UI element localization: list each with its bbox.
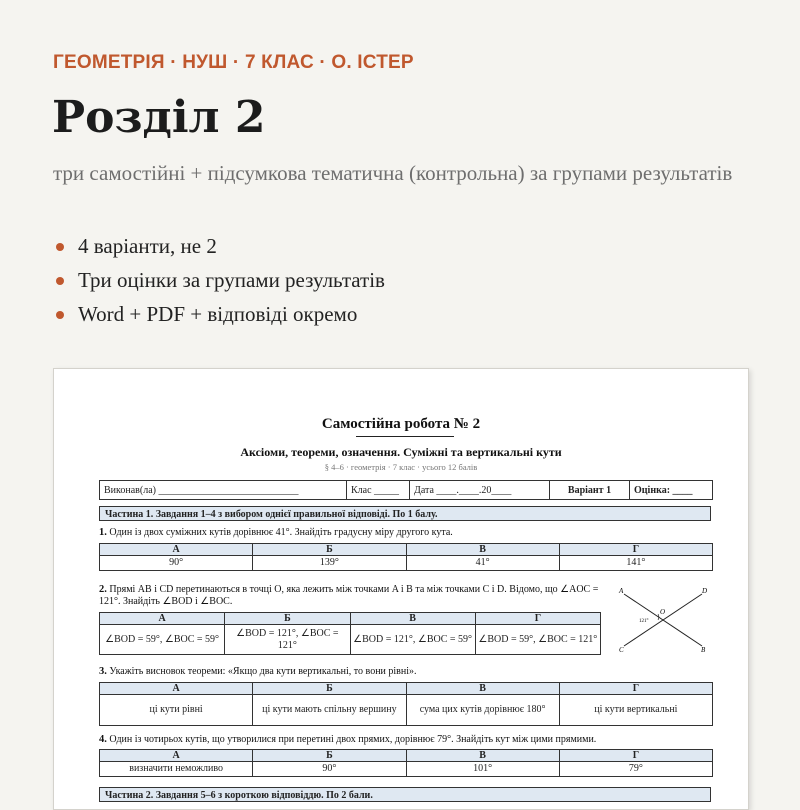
- answer-option: ∠BOD = 121°, ∠BOC = 59°: [350, 625, 475, 655]
- question-text: Один із двох суміжних кутів дорівнює 41°. Знайдіть градусну міру другого кута.: [109, 527, 453, 538]
- question-text: Один із чотирьох кутів, що утворилися при перетині двох прямих, дорівнює 79°. Знайдіть кут між цими прямими.: [109, 734, 597, 745]
- answer-option: 101°: [406, 762, 559, 777]
- question-number: 2.: [99, 584, 107, 595]
- question-text: Прямі AB і CD перетинаються в точці O, яка лежить між точками A і B та між точками C і D. Відомо, що ∠AOC = 121°. Знайдіть ∠BOD і ∠BOC.: [99, 584, 599, 607]
- answer-option: ∠BOD = 121°, ∠BOC = 121°: [225, 625, 350, 655]
- answer-option: 90°: [253, 762, 406, 777]
- option-letter: А: [100, 544, 253, 556]
- point-o-label: O: [660, 608, 666, 616]
- answer-option: 90°: [100, 556, 253, 571]
- question-4: [99, 734, 711, 746]
- answer-option: ∠BOD = 59°, ∠BOC = 59°: [100, 625, 225, 655]
- class-field: Клас _____: [347, 481, 410, 499]
- option-letter: В: [406, 683, 559, 695]
- name-field: Виконав(ла) ____________________________: [100, 481, 347, 499]
- option-letter: В: [406, 750, 559, 762]
- date-field: Дата ____.____.20____: [410, 481, 550, 499]
- answer-option: 139°: [253, 556, 406, 571]
- feature-text: 4 варіанти, не 2: [78, 234, 217, 258]
- slide-title: Розділ 2: [52, 92, 266, 143]
- q1-answer-table: [99, 543, 713, 571]
- q3-answer-table: [99, 682, 713, 726]
- feature-list: [53, 232, 385, 334]
- option-letter: Г: [475, 613, 600, 625]
- bullet-dot-icon: [56, 277, 64, 285]
- answer-option: ці кути мають спільну вершину: [253, 695, 406, 726]
- option-letter: Б: [253, 750, 406, 762]
- q4-answer-table: [99, 749, 713, 777]
- worksheet-subtitle: Аксіоми, теореми, означення. Суміжні та вертикальні кути: [240, 445, 562, 459]
- option-letter: А: [100, 613, 225, 625]
- point-c-label: C: [619, 646, 624, 654]
- answer-option: 79°: [559, 762, 712, 777]
- answer-option: 141°: [559, 556, 712, 571]
- title-underline: [356, 436, 454, 437]
- feature-item: [53, 266, 385, 300]
- question-3: [99, 666, 711, 678]
- option-letter: В: [350, 613, 475, 625]
- answer-option: визначити неможливо: [100, 762, 253, 777]
- grade-field: Оцінка: ____: [634, 484, 693, 496]
- option-letter: В: [406, 544, 559, 556]
- option-letter: Г: [559, 683, 712, 695]
- answer-option: ∠BOD = 59°, ∠BOC = 121°: [475, 625, 600, 655]
- answer-option: ці кути рівні: [100, 695, 253, 726]
- question-text: Укажіть висновок теореми: «Якщо два кути вертикальні, то вони рівні».: [109, 666, 417, 677]
- question-1: [99, 527, 711, 539]
- q2-answer-table: [99, 612, 601, 655]
- answer-option: 41°: [406, 556, 559, 571]
- point-a-label: A: [619, 587, 624, 595]
- feature-text: Word + PDF + відповіді окремо: [78, 302, 358, 326]
- feature-item: [53, 232, 385, 266]
- worksheet-preview: [53, 368, 749, 810]
- bullet-dot-icon: [56, 243, 64, 251]
- option-letter: Б: [253, 683, 406, 695]
- feature-text: Три оцінки за групами результатів: [78, 268, 385, 292]
- option-letter: Г: [559, 750, 712, 762]
- question-number: 4.: [99, 734, 107, 745]
- worksheet-title: Самостійна робота № 2: [321, 416, 481, 432]
- question-number: 1.: [99, 527, 107, 538]
- part1-header: Частина 1. Завдання 1–4 з вибором однієї правильної відповіді. По 1 балу.: [99, 506, 711, 521]
- answer-option: ці кути вертикальні: [559, 695, 712, 726]
- slide-subtitle: три самостійні + підсумкова тематична (контрольна) за групами результатів: [53, 161, 733, 185]
- answer-option: сума цих кутів дорівнює 180°: [406, 695, 559, 726]
- option-letter: А: [100, 750, 253, 762]
- point-d-label: D: [702, 587, 708, 595]
- question-number: 3.: [99, 666, 107, 677]
- bullet-dot-icon: [56, 311, 64, 319]
- part2-header: Частина 2. Завдання 5–6 з короткою відповіддю. По 2 бали.: [99, 787, 711, 802]
- question-2: [99, 584, 619, 608]
- feature-item: [53, 300, 385, 334]
- option-letter: Б: [253, 544, 406, 556]
- course-kicker: ГЕОМЕТРІЯ · НУШ · 7 КЛАС · О. ІСТЕР: [53, 52, 414, 73]
- point-b-label: B: [701, 646, 706, 654]
- intersecting-lines-figure: [614, 584, 714, 654]
- student-info-row: [99, 480, 713, 500]
- worksheet-meta: § 4–6 · геометрія · 7 клас · усього 12 балів: [324, 462, 478, 472]
- option-letter: А: [100, 683, 253, 695]
- variant-label: Варіант 1: [550, 481, 630, 499]
- angle-value-label: 121°: [639, 619, 649, 624]
- option-letter: Г: [559, 544, 712, 556]
- option-letter: Б: [225, 613, 350, 625]
